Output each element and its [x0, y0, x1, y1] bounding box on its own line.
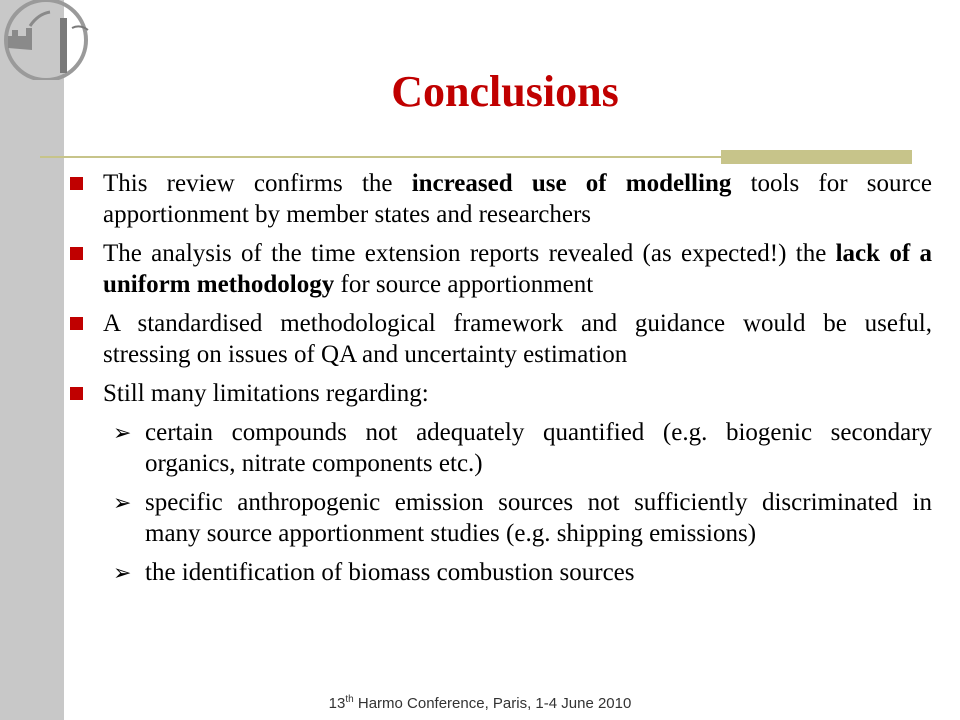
bullet-item — [70, 378, 932, 409]
bullet-item — [70, 168, 932, 230]
bullet-emphasis: lack of a uniform methodology — [103, 240, 932, 298]
square-bullet-icon — [70, 387, 83, 400]
square-bullet-icon — [70, 247, 83, 260]
slide-title: Conclusions — [391, 67, 619, 116]
arrow-bullet-icon: ➢ — [113, 420, 132, 445]
square-bullet-icon — [70, 177, 83, 190]
bullet-text: The analysis of the time extension reports revealed (as expected!) the — [103, 240, 836, 267]
sub-bullet-text: the identification of biomass combustion sources — [145, 559, 635, 586]
sub-bullet-text: specific anthropogenic emission sources not sufficiently discriminated in many source apportionment studies (e.g. shipping emissions) — [145, 489, 932, 547]
bullet-text: for source apportionment — [334, 271, 594, 298]
bullet-emphasis: increased use of modelling — [411, 170, 732, 197]
sub-bullet-text: certain compounds not adequately quantified (e.g. biogenic secondary organics, nitrate components etc.) — [145, 419, 932, 477]
sub-bullet-item — [111, 487, 932, 549]
arrow-bullet-icon: ➢ — [113, 490, 132, 515]
footer-text: 13 — [328, 695, 346, 712]
bullet-text: A standardised methodological framework and guidance would be useful, stressing on issues of QA and uncertainty estimation — [103, 310, 932, 368]
bullet-item — [70, 308, 932, 370]
slide-footer — [0, 694, 960, 712]
bullet-text: tools for source apportionment by member states and researchers — [103, 170, 932, 228]
slide-body — [70, 168, 932, 596]
bullet-text: This review confirms the — [103, 170, 412, 197]
arrow-bullet-icon: ➢ — [113, 560, 132, 585]
bullet-item — [70, 238, 932, 300]
title-divider-accent — [721, 150, 912, 164]
footer-superscript: th — [345, 694, 354, 705]
footer-text: Harmo Conference, Paris, 1-4 June 2010 — [353, 695, 632, 712]
sub-bullet-item — [111, 557, 932, 588]
square-bullet-icon — [70, 317, 83, 330]
sub-bullet-item — [111, 417, 932, 479]
bullet-text: Still many limitations regarding: — [103, 380, 429, 407]
